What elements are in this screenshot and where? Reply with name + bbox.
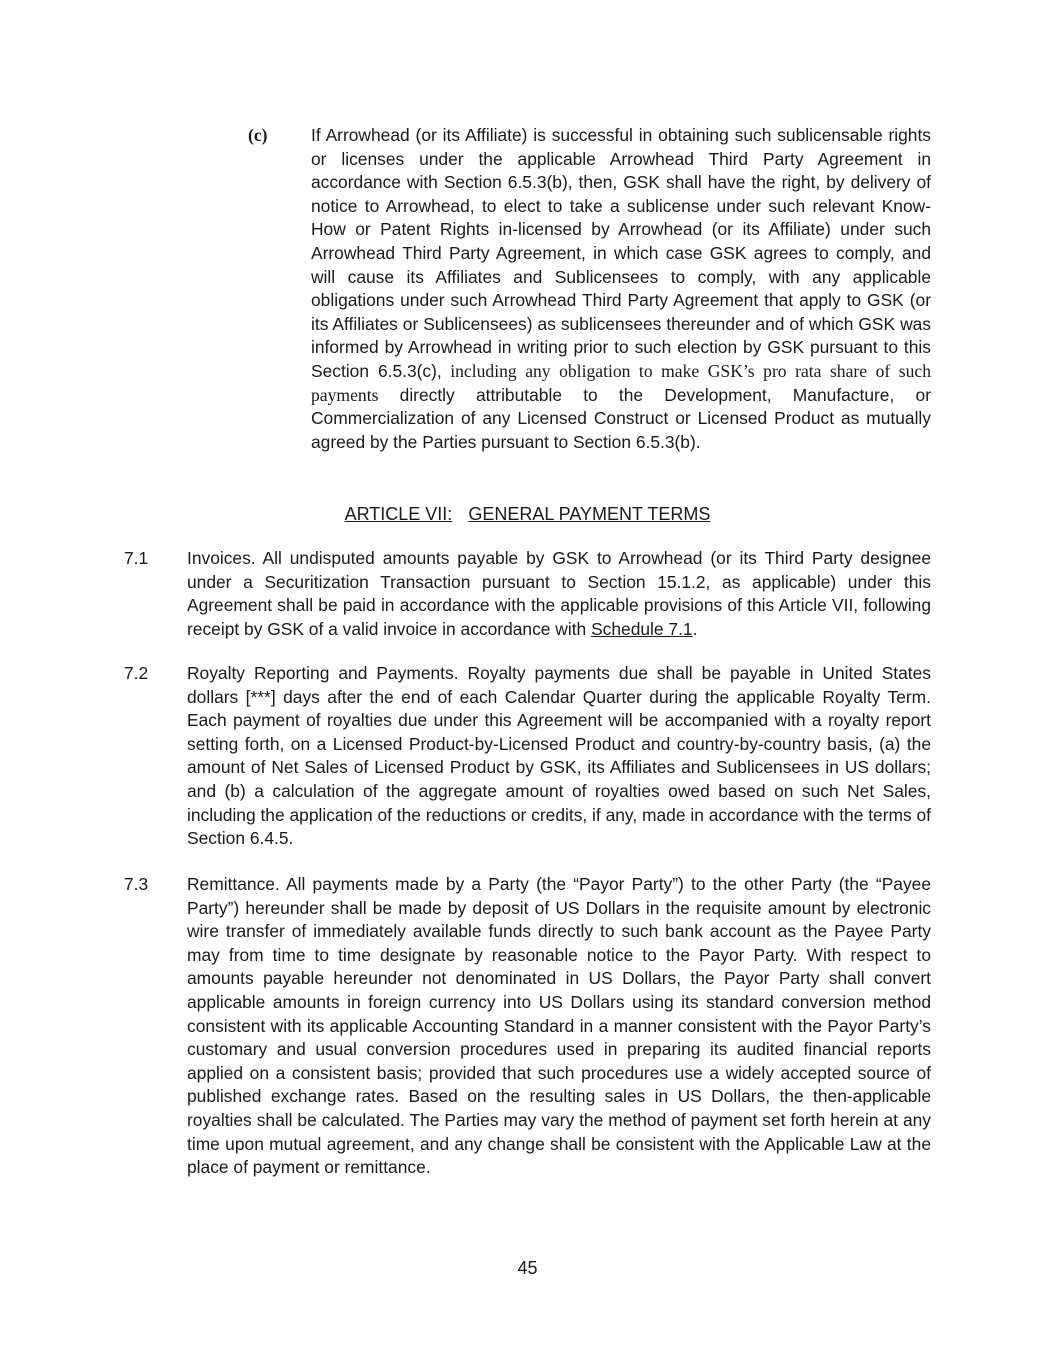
section-7-1 (124, 547, 931, 641)
section-text (187, 662, 931, 851)
section-text (187, 547, 931, 641)
section-body-tail: . (692, 618, 698, 639)
section-text (187, 873, 931, 1180)
section-number: 7.2 (124, 663, 149, 683)
subsection-c-text-part1: If Arrowhead (or its Affiliate) is successful in obtaining such sublicensable rights or licenses under the applicable Arrowhead Third Party Agreement in accordance with Section 6.5.3(b), then, GSK shall have the right, by delivery of notice to Arrowhead, to elect to take a sublicense under such relevant Know-How or Patent Rights in-licensed by Arrowhead (or its Affiliate) under such Arrowhead Third Party Agreement, in which case GSK agrees to comply, and will cause its Affiliates and Sublicensees to comply, with any applicable obligations under such Arrowhead Third Party Agreement that apply to GSK (or its Affiliates or Sublicensees) as sublicensees thereunder and of which GSK was informed by Arrowhead in writing prior to such election by GSK pursuant to this Section 6.5.3(c), (311, 125, 931, 381)
section-heading: Royalty Reporting and Payments. (187, 663, 459, 683)
page-number: 45 (517, 1258, 538, 1278)
subsection-c-text-part2: directly attributable to the Development, Manufacture, or Commercialization of any Licensed Construct or Licensed Product as mutually agreed by the Parties pursuant to Section 6.5.3(b). (311, 384, 931, 452)
section-body: All undisputed amounts payable by GSK to Arrowhead (or its Third Party designee under a Securitization Transaction pursuant to Section 15.1.2, as applicable) under this Agreement shall be paid in accordance with the applicable provisions of this Article VII, following receipt by GSK of a valid invoice in accordance with (187, 548, 931, 639)
section-7-3 (124, 873, 931, 1180)
article-label: ARTICLE VII: (344, 504, 453, 524)
section-heading: Invoices. (187, 548, 256, 568)
section-heading: Remittance. (187, 874, 280, 894)
section-number: 7.1 (124, 548, 149, 568)
subsection-c-text-serif: including any obligation to make GSK’s pro rata share of such payments (311, 360, 931, 405)
article-heading (0, 502, 1055, 526)
subsection-marker: (c) (248, 125, 268, 145)
section-body: All payments made by a Party (the “Payor Party”) to the other Party (the “Payee Party”) hereunder shall be made by deposit of US Dollars in the requisite amount by electronic wire transfer of immediately available funds directly to such bank account as the Payee Party may from time to time designate by reasonable notice to the Payor Party. With respect to amounts payable hereunder not denominated in US Dollars, the Payor Party shall convert applicable amounts in foreign currency into US Dollars using its standard conversion method consistent with its applicable Accounting Standard in a manner consistent with the Payor Party’s customary and usual conversion procedures used in preparing its audited financial reports applied on a consistent basis; provided that such procedures use a widely accepted source of published exchange rates. Based on the resulting sales in US Dollars, the then-applicable royalties shall be calculated. The Parties may vary the method of payment set forth herein at any time upon mutual agreement, and any change shall be consistent with the Applicable Law at the place of payment or remittance. (187, 874, 931, 1178)
schedule-link: Schedule 7.1 (591, 618, 693, 639)
section-body: Royalty payments due shall be payable in United States dollars [***] days after the end of each Calendar Quarter during the applicable Royalty Term. Each payment of royalties due under this Agreement will be accompanied with a royalty report setting forth, on a Licensed Product-by-Licensed Product and country-by-country basis, (a) the amount of Net Sales of Licensed Product by GSK, its Affiliates and Sublicensees in US dollars; and (b) a calculation of the aggregate amount of royalties owed based on such Net Sales, including the application of the reductions or credits, if any, made in accordance with the terms of Section 6.4.5. (187, 663, 932, 849)
subsection-c-text (311, 124, 931, 454)
section-7-2 (124, 662, 931, 851)
article-title: GENERAL PAYMENT TERMS (468, 504, 711, 524)
subsection-c (248, 124, 931, 454)
section-number: 7.3 (124, 874, 149, 894)
